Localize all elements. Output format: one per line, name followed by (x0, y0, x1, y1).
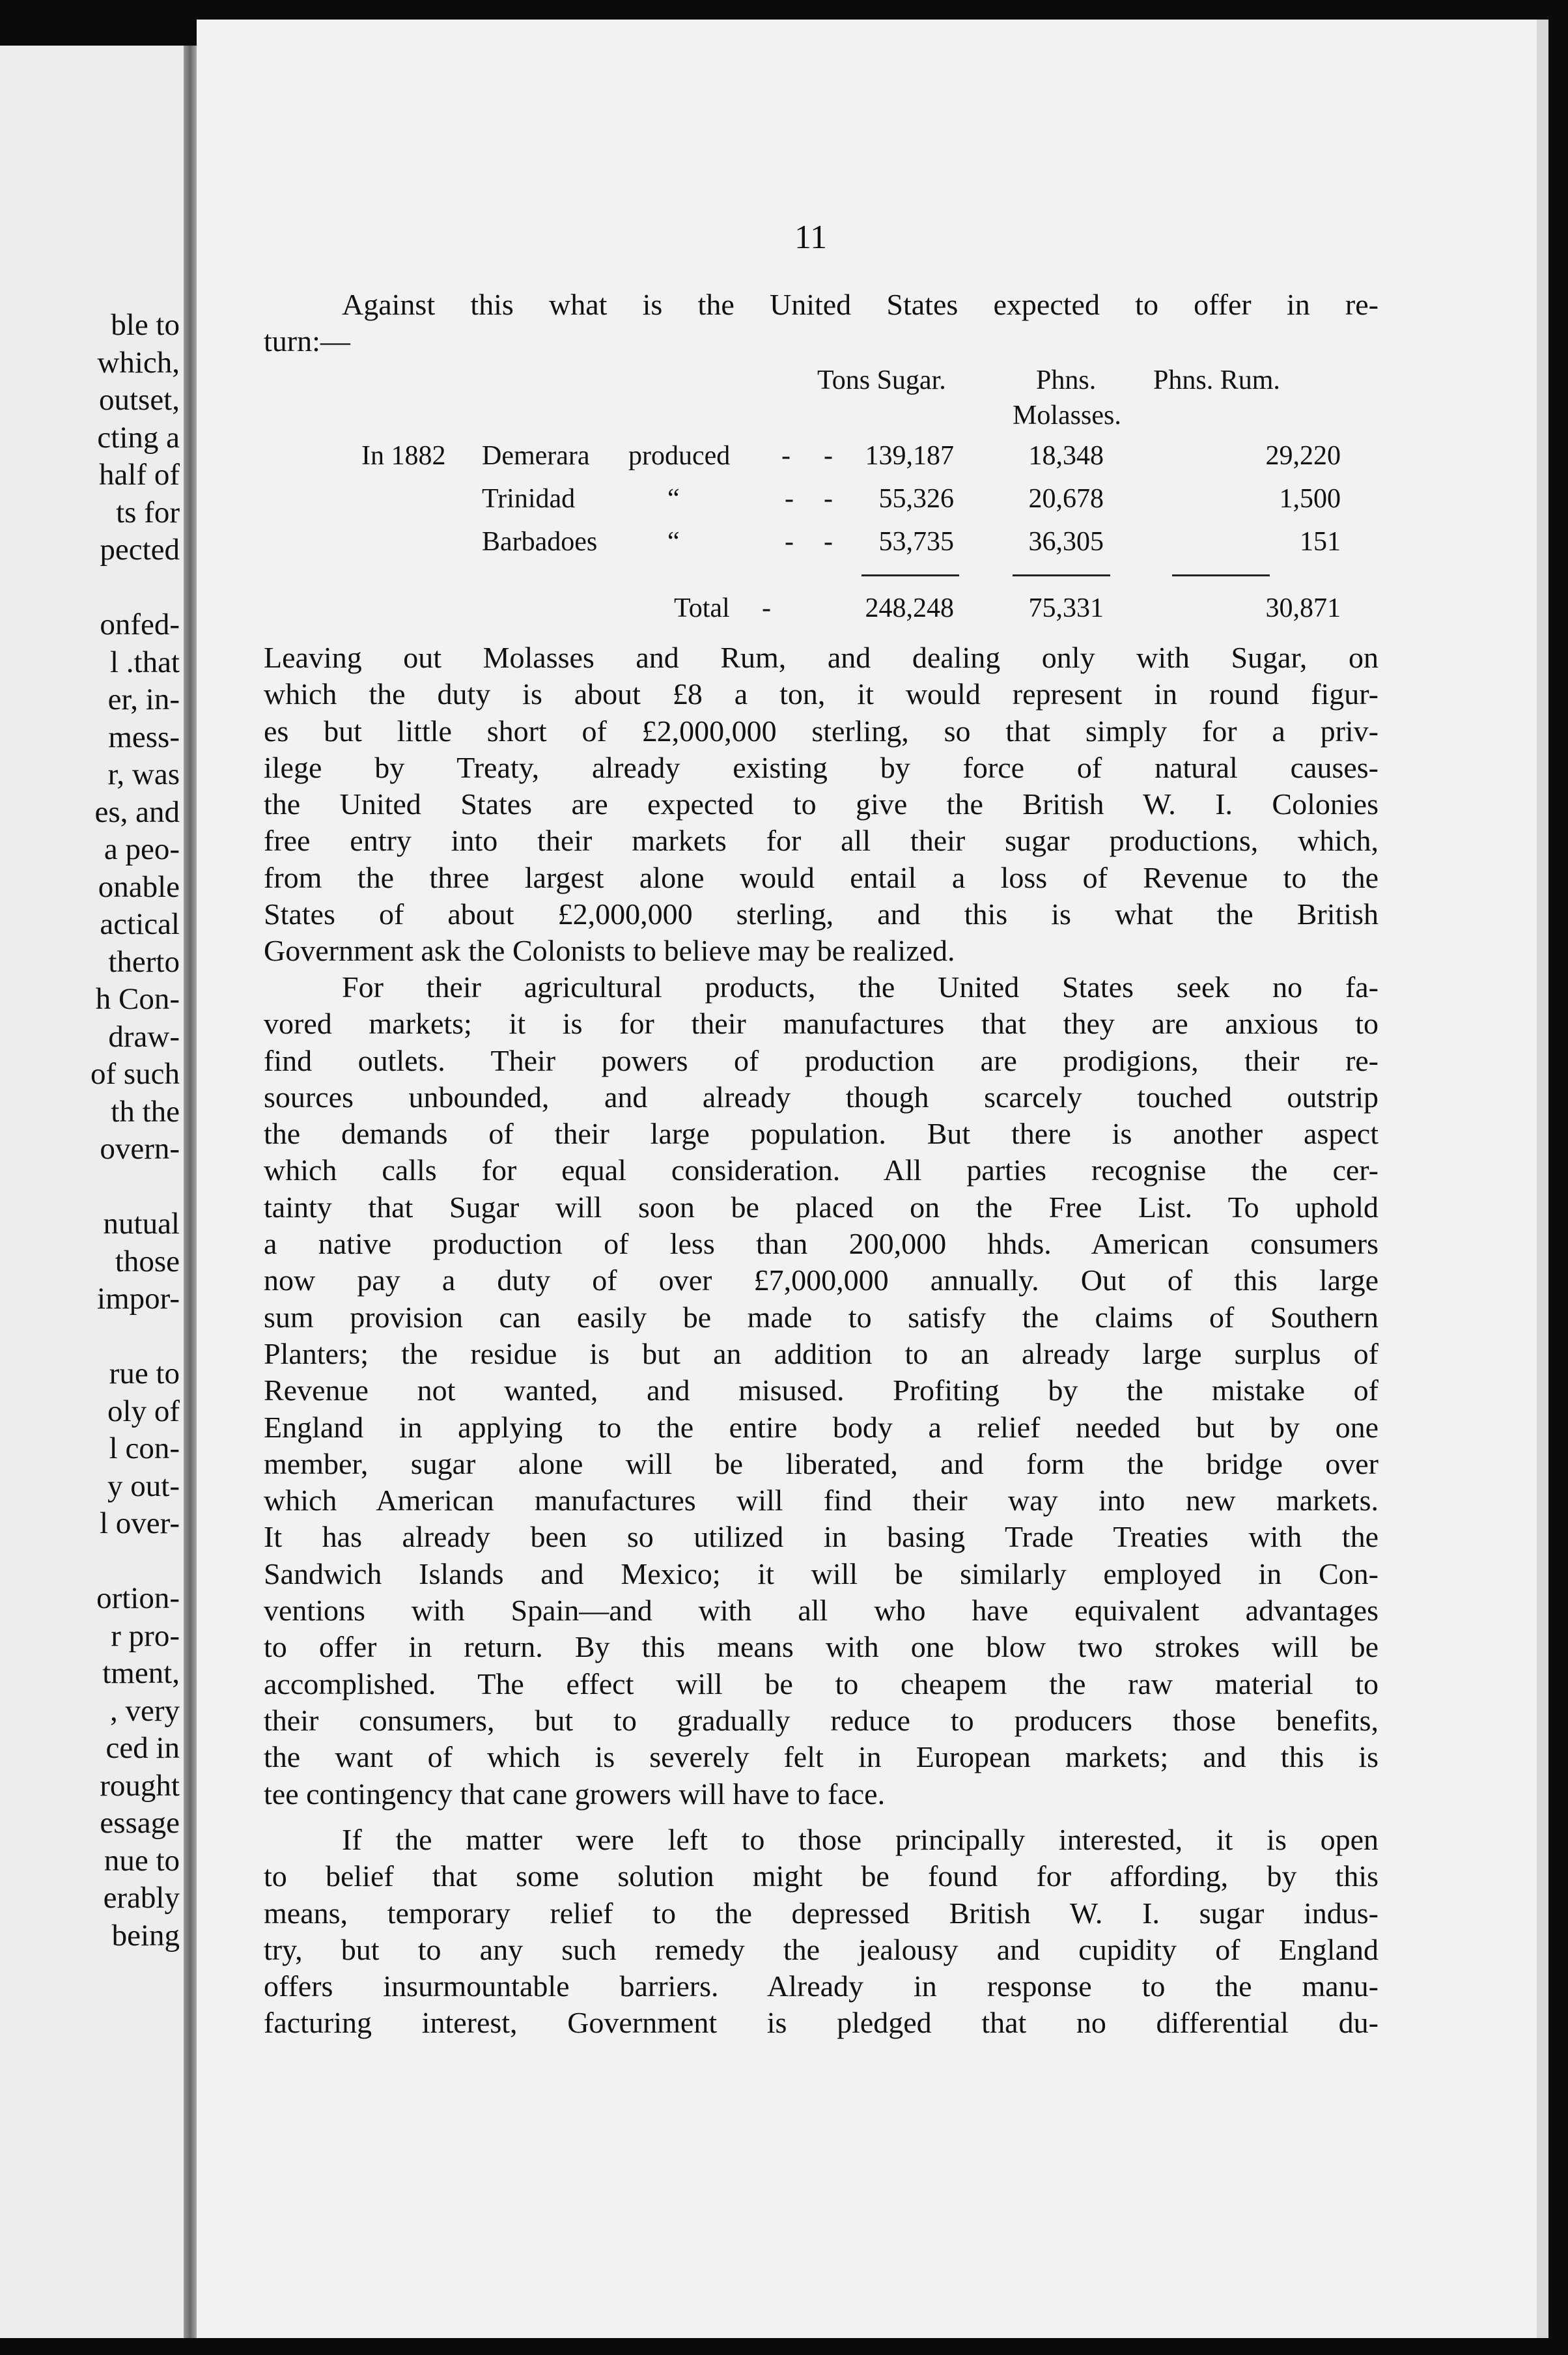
facing-page-text: y out- (107, 1469, 180, 1503)
facing-page-fragment (0, 46, 184, 2338)
facing-page-text: onfed- (100, 608, 180, 642)
facing-page-text: l con- (109, 1431, 180, 1465)
facing-page-text: draw- (108, 1019, 180, 1054)
facing-page-text: essage (100, 1806, 180, 1840)
text-line: England in applying to the entire body a relief needed but by one (264, 1410, 1379, 1444)
facing-page-text: h Con- (95, 982, 180, 1016)
text-line: the United States are expected to give the British W. I. Colonies (264, 787, 1379, 821)
facing-page-text: actical (100, 907, 180, 941)
facing-page-text: therto (108, 944, 180, 979)
text-line: means, temporary relief to the depressed British W. I. sugar indus- (264, 1896, 1379, 1930)
page-number: 11 (794, 219, 828, 256)
text-line: now pay a duty of over £7,000,000 annually. Out of this large (264, 1263, 1379, 1297)
facing-page-text: being (111, 1918, 180, 1953)
row-year: In 1882 (361, 441, 446, 471)
facing-page-text: those (115, 1244, 180, 1278)
row-verb: “ (667, 484, 680, 514)
row-sugar: 139,187 (865, 441, 954, 471)
book-gutter (184, 46, 197, 2338)
row-verb: “ (667, 527, 680, 557)
text-line: their consumers, but to gradually reduce to producers those benefits, (264, 1703, 1379, 1737)
facing-page-text: onable (98, 869, 180, 904)
text-line: It has already been so utilized in basing Trade Treaties with the (264, 1520, 1379, 1554)
facing-page-text: ced in (105, 1731, 180, 1765)
row-dash: - (824, 527, 833, 557)
facing-page-text: l .that (109, 645, 180, 679)
text-line: sum provision can easily be made to satisfy the claims of Southern (264, 1300, 1379, 1334)
text-line: Planters; the residue is but an addition to an already large surplus of (264, 1336, 1379, 1370)
row-molasses: 18,348 (1028, 441, 1104, 471)
row-dash: - (824, 484, 833, 514)
facing-page-text: oly of (107, 1394, 180, 1428)
facing-page-text: nue to (104, 1843, 180, 1878)
page-edge (1537, 20, 1548, 2338)
facing-page-text: pected (100, 533, 180, 567)
text-line: find outlets. Their powers of production are prodigions, their re- (264, 1043, 1379, 1077)
row-molasses: 36,305 (1028, 527, 1104, 557)
table-row (264, 440, 1371, 483)
row-colony: Trinidad (482, 484, 576, 514)
row-dash: - (785, 484, 794, 514)
facing-page-text: nutual (103, 1207, 180, 1241)
facing-page-text: of such (90, 1057, 180, 1091)
header-tons-sugar: Tons Sugar. (817, 365, 946, 395)
facing-page-text: th the (111, 1094, 180, 1129)
intro-paragraph (264, 287, 1379, 360)
text-line: turn:— (264, 324, 350, 358)
text-line: es but little short of £2,000,000 sterling, so that simply for a priv- (264, 714, 1379, 748)
text-line: Against this what is the United States expected to offer in re- (342, 288, 1379, 321)
text-line: Government ask the Colonists to believe may be realized. (264, 934, 955, 968)
facing-page-text: ts for (116, 495, 180, 529)
facing-page-text: erably (103, 1881, 180, 1915)
total-rule (1172, 574, 1270, 576)
facing-page-text: ble to (111, 308, 180, 342)
header-phns: Phns. (1036, 365, 1097, 395)
paragraph-1 (264, 640, 1379, 970)
row-colony: Demerara (482, 441, 590, 471)
text-line: offers insurmountable barriers. Already in response to the manu- (264, 1969, 1379, 2003)
text-line: member, sugar alone will be liberated, and form the bridge over (264, 1446, 1379, 1480)
text-line: to belief that some solution might be found for affording, by this (264, 1859, 1379, 1893)
text-line: tee contingency that cane growers will have to face. (264, 1777, 886, 1811)
row-dash: - (762, 593, 771, 623)
row-dash: - (824, 441, 833, 471)
facing-page-text: overn- (100, 1132, 180, 1166)
facing-page-text: r, was (107, 757, 180, 791)
facing-page-text: l over- (99, 1506, 180, 1540)
facing-page-text: outset, (98, 383, 180, 417)
row-colony: Barbadoes (482, 527, 598, 557)
text-line: from the three largest alone would entail a loss of Revenue to the (264, 860, 1379, 894)
text-line: free entry into their markets for all their sugar productions, which, (264, 824, 1379, 858)
text-line: which calls for equal consideration. All parties recognise the cer- (264, 1153, 1379, 1187)
text-line: tainty that Sugar will soon be placed on the Free List. To uphold (264, 1190, 1379, 1224)
total-rum: 30,871 (1265, 593, 1341, 623)
text-line: sources unbounded, and already though scarcely touched outstrip (264, 1080, 1379, 1114)
text-line: to offer in return. By this means with one blow two strokes will be (264, 1630, 1379, 1664)
facing-page-text: es, and (94, 795, 180, 829)
table-row (264, 526, 1371, 569)
facing-page-text: cting a (97, 420, 180, 455)
table-row (264, 483, 1371, 526)
row-sugar: 55,326 (878, 484, 954, 514)
text-line: States of about £2,000,000 sterling, and this is what the British (264, 897, 1379, 931)
row-rum: 29,220 (1265, 441, 1341, 471)
facing-page-text: impor- (97, 1282, 180, 1316)
text-line: facturing interest, Government is pledged that no differential du- (264, 2006, 1379, 2040)
facing-page-text: which, (97, 345, 180, 380)
text-line: Revenue not wanted, and misused. Profiting by the mistake of (264, 1374, 1379, 1407)
row-verb: produced (628, 441, 731, 471)
facing-page-text: ortion- (96, 1581, 180, 1615)
text-line: the want of which is severely felt in European markets; and this is (264, 1740, 1379, 1774)
text-line: Sandwich Islands and Mexico; it will be similarly employed in Con- (264, 1557, 1379, 1590)
text-line: Leaving out Molasses and Rum, and dealing only with Sugar, on (264, 641, 1379, 674)
facing-page-text: mess- (108, 720, 180, 754)
text-line: accomplished. The effect will be to cheapem the raw material to (264, 1667, 1379, 1700)
paragraph-3 (264, 1822, 1379, 2042)
total-sugar: 248,248 (865, 593, 954, 623)
total-molasses: 75,331 (1028, 593, 1104, 623)
total-label: Total (674, 593, 730, 623)
facing-page-text: tment, (102, 1656, 180, 1690)
text-line: try, but to any such remedy the jealousy and cupidity of England (264, 1932, 1379, 1966)
facing-page-text: er, in- (107, 683, 180, 716)
total-rule (1013, 574, 1110, 576)
text-line: ilege by Treaty, already existing by force of natural causes- (264, 750, 1379, 784)
facing-page-text: , very (109, 1693, 180, 1728)
text-line: For their agricultural products, the United States seek no fa- (342, 970, 1379, 1004)
facing-page-text: a peo- (104, 832, 180, 866)
table-total-row (264, 593, 1371, 636)
paragraph-2 (264, 969, 1379, 1812)
text-line: which American manufactures will find their way into new markets. (264, 1484, 1379, 1517)
facing-page-text: half of (99, 458, 180, 492)
text-line: the demands of their large population. But there is another aspect (264, 1117, 1379, 1151)
facing-page-text: r pro- (111, 1618, 180, 1653)
header-phns-rum: Phns. Rum. (1153, 365, 1280, 395)
total-rule (861, 574, 959, 576)
text-line: vored markets; it is for their manufactures that they are anxious to (264, 1007, 1379, 1041)
text-line: which the duty is about £8 a ton, it would represent in round figur- (264, 677, 1379, 711)
row-dash: - (785, 527, 794, 557)
row-rum: 151 (1300, 527, 1341, 557)
facing-page-text: rue to (109, 1357, 180, 1390)
text-line: If the matter were left to those principally interested, it is open (342, 1823, 1379, 1856)
facing-page-text: rought (100, 1768, 180, 1803)
header-molasses: Molasses. (1013, 401, 1121, 430)
row-rum: 1,500 (1279, 484, 1341, 514)
row-dash: - (781, 441, 791, 471)
row-sugar: 53,735 (878, 527, 954, 557)
text-line: ventions with Spain—and with all who have equivalent advantages (264, 1594, 1379, 1628)
text-line: a native production of less than 200,000 hhds. American consumers (264, 1227, 1379, 1261)
row-molasses: 20,678 (1028, 484, 1104, 514)
